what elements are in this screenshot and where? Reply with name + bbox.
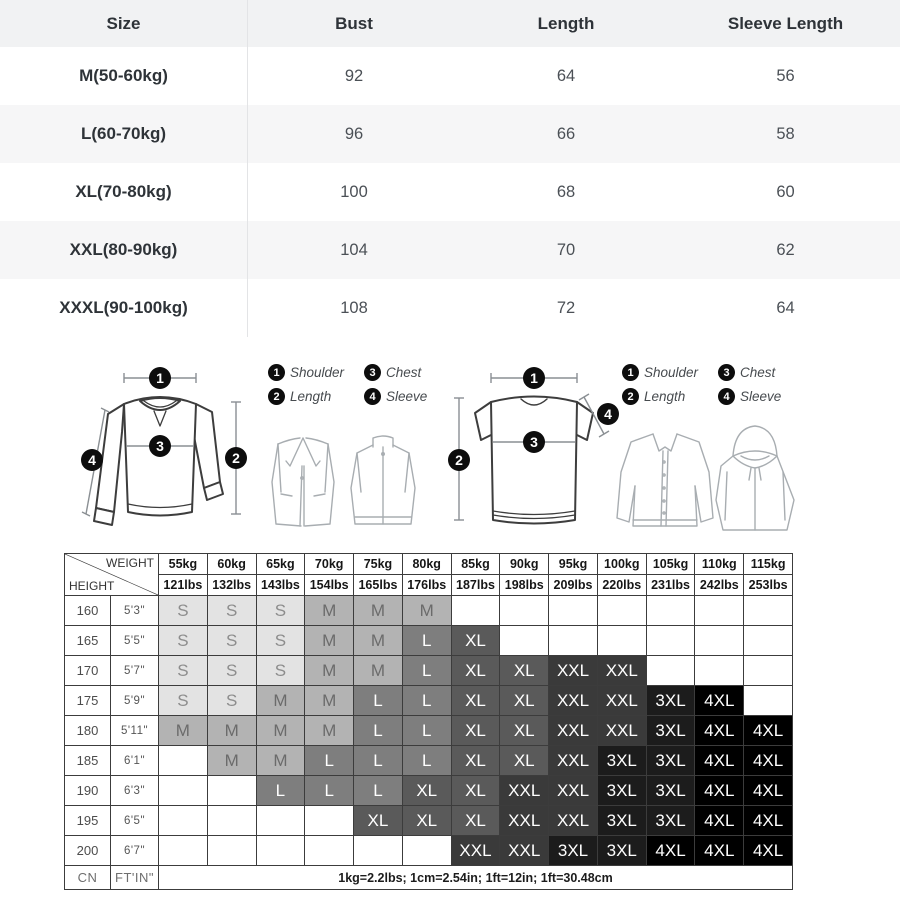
matrix-empty-cell (646, 656, 695, 686)
matrix-row (65, 776, 793, 806)
legend-item-shoulder (268, 364, 364, 381)
size-row-value: 64 (556, 66, 576, 85)
matrix-size-cell: L (305, 746, 354, 776)
height-axis-label: HEIGHT (69, 579, 115, 593)
matrix-empty-cell (646, 626, 695, 656)
matrix-size-cell: XXL (549, 806, 598, 836)
matrix-size-cell: L (354, 716, 403, 746)
col-header-sleeve: Sleeve Length (727, 13, 844, 33)
matrix-size-cell: S (159, 626, 208, 656)
matrix-size-cell: XL (451, 686, 500, 716)
matrix-empty-cell (744, 686, 793, 716)
circled-2-icon: 2 (268, 388, 285, 405)
circled-4-icon: 4 (364, 388, 381, 405)
matrix-size-cell: M (256, 716, 305, 746)
matrix-size-cell: XL (451, 776, 500, 806)
matrix-row (65, 746, 793, 776)
height-cm-cell: 165 (65, 626, 111, 656)
matrix-size-cell: S (256, 656, 305, 686)
matrix-empty-cell (207, 836, 256, 866)
matrix-size-cell: XL (451, 656, 500, 686)
matrix-size-cell: L (354, 776, 403, 806)
size-row-value: 56 (776, 66, 795, 85)
weight-kg-header: 100kg (597, 554, 646, 575)
matrix-empty-cell (159, 746, 208, 776)
matrix-size-cell: 3XL (549, 836, 598, 866)
height-cm-cell: 170 (65, 656, 111, 686)
weight-kg-header: 90kg (500, 554, 549, 575)
matrix-size-cell: XXL (500, 776, 549, 806)
weight-lbs-header: 165lbs (354, 575, 403, 596)
matrix-size-cell: XXL (549, 716, 598, 746)
matrix-size-cell: L (256, 776, 305, 806)
matrix-size-cell: XXL (597, 716, 646, 746)
marker-length: 2 (232, 450, 240, 466)
matrix-size-cell: M (256, 686, 305, 716)
legend-item-sleeve (718, 388, 798, 405)
matrix-size-cell: 4XL (695, 746, 744, 776)
circled-1-icon: 1 (622, 364, 639, 381)
weight-lbs-header: 143lbs (256, 575, 305, 596)
size-row-label: M(50-60kg) (0, 47, 248, 105)
matrix-empty-cell (744, 626, 793, 656)
weight-lbs-header: 154lbs (305, 575, 354, 596)
matrix-size-cell: 3XL (597, 806, 646, 836)
zip-jacket-sketch (344, 430, 422, 532)
height-weight-matrix (64, 553, 793, 890)
size-row-value: 58 (776, 124, 795, 143)
matrix-empty-cell (500, 596, 549, 626)
weight-lbs-header: 187lbs (451, 575, 500, 596)
matrix-size-cell: 3XL (597, 776, 646, 806)
height-cm-cell: 195 (65, 806, 111, 836)
matrix-size-cell: 3XL (646, 686, 695, 716)
col-header-bust: Bust (335, 13, 373, 33)
matrix-size-cell: M (354, 656, 403, 686)
matrix-size-cell: S (159, 656, 208, 686)
matrix-empty-cell (695, 656, 744, 686)
matrix-size-cell: M (207, 716, 256, 746)
weight-kg-header: 85kg (451, 554, 500, 575)
matrix-empty-cell (646, 596, 695, 626)
matrix-size-cell: XXL (597, 656, 646, 686)
height-ftin-cell: 5'11" (111, 716, 159, 746)
matrix-size-cell: M (305, 716, 354, 746)
marker-sleeve: 4 (604, 406, 612, 422)
matrix-size-cell: 4XL (695, 836, 744, 866)
matrix-size-cell: S (207, 596, 256, 626)
matrix-size-cell: XXL (549, 656, 598, 686)
matrix-size-cell: M (305, 626, 354, 656)
size-table-row (0, 105, 900, 163)
matrix-size-cell: S (159, 686, 208, 716)
matrix-size-cell: L (354, 686, 403, 716)
weight-kg-header: 55kg (159, 554, 208, 575)
legend-label-chest: Chest (740, 365, 776, 380)
matrix-empty-cell (305, 806, 354, 836)
matrix-size-cell: S (159, 596, 208, 626)
size-row-value: 96 (344, 124, 364, 143)
matrix-size-cell: 4XL (695, 806, 744, 836)
height-cm-cell: 200 (65, 836, 111, 866)
weight-kg-header: 115kg (744, 554, 793, 575)
button-shirt-sketch (612, 424, 718, 540)
matrix-size-cell: XL (500, 746, 549, 776)
weight-lbs-header: 242lbs (695, 575, 744, 596)
matrix-size-cell: XXL (549, 746, 598, 776)
matrix-empty-cell (451, 596, 500, 626)
matrix-size-cell: 3XL (646, 806, 695, 836)
weight-kg-header: 105kg (646, 554, 695, 575)
height-ftin-cell: 5'3" (111, 596, 159, 626)
weight-lbs-header: 176lbs (402, 575, 451, 596)
sweatshirt-diagram (58, 362, 258, 544)
matrix-empty-cell (256, 806, 305, 836)
height-cm-cell: 190 (65, 776, 111, 806)
size-table-row (0, 47, 900, 105)
matrix-size-cell: 3XL (646, 776, 695, 806)
matrix-footer-row (65, 866, 793, 890)
matrix-empty-cell (549, 626, 598, 656)
cm-unit-label: CN (65, 866, 111, 890)
matrix-size-cell: S (256, 626, 305, 656)
size-row-value: 62 (776, 240, 795, 259)
size-row-value: 72 (556, 298, 576, 317)
size-row-label: XL(70-80kg) (0, 163, 248, 221)
matrix-empty-cell (159, 776, 208, 806)
measure-legend-left (268, 364, 444, 405)
size-row-value: 92 (344, 66, 364, 85)
marker-length: 2 (455, 452, 463, 468)
matrix-row (65, 836, 793, 866)
size-row-value: 68 (556, 182, 576, 201)
height-ftin-cell: 6'1" (111, 746, 159, 776)
height-ftin-cell: 6'3" (111, 776, 159, 806)
matrix-size-cell: XXL (500, 836, 549, 866)
matrix-size-cell: L (402, 746, 451, 776)
matrix-size-cell: 3XL (597, 836, 646, 866)
matrix-size-cell: M (402, 596, 451, 626)
size-table-row (0, 163, 900, 221)
measure-legend-right (622, 364, 798, 405)
matrix-empty-cell (597, 596, 646, 626)
matrix-empty-cell (500, 626, 549, 656)
matrix-empty-cell (402, 836, 451, 866)
matrix-empty-cell (549, 596, 598, 626)
weight-kg-header: 70kg (305, 554, 354, 575)
corner-cell (65, 554, 159, 596)
marker-sleeve: 4 (88, 452, 96, 468)
matrix-size-cell: XXL (597, 686, 646, 716)
matrix-row (65, 806, 793, 836)
weight-lbs-header: 231lbs (646, 575, 695, 596)
matrix-size-cell: XL (500, 686, 549, 716)
height-cm-cell: 160 (65, 596, 111, 626)
size-row-value: 60 (776, 182, 795, 201)
legend-label-shoulder: Shoulder (290, 365, 345, 380)
size-row-value: 104 (340, 240, 368, 259)
height-cm-cell: 185 (65, 746, 111, 776)
weight-kg-header: 65kg (256, 554, 305, 575)
matrix-size-cell: XL (451, 626, 500, 656)
matrix-size-cell: 4XL (744, 776, 793, 806)
height-ftin-cell: 6'5" (111, 806, 159, 836)
matrix-size-cell: M (354, 626, 403, 656)
circled-4-icon: 4 (718, 388, 735, 405)
weight-kg-header: 60kg (207, 554, 256, 575)
matrix-empty-cell (305, 836, 354, 866)
matrix-size-cell: L (402, 626, 451, 656)
matrix-size-cell: XL (500, 656, 549, 686)
matrix-size-cell: XL (451, 716, 500, 746)
weight-kg-header: 95kg (549, 554, 598, 575)
size-table-row (0, 221, 900, 279)
matrix-empty-cell (159, 806, 208, 836)
matrix-size-cell: M (305, 686, 354, 716)
size-row-value: 70 (556, 240, 576, 259)
matrix-size-cell: XL (500, 716, 549, 746)
size-row-label: L(60-70kg) (0, 105, 248, 163)
matrix-row (65, 656, 793, 686)
legend-item-sleeve (364, 388, 444, 405)
matrix-size-cell: XXL (549, 776, 598, 806)
legend-item-shoulder (622, 364, 718, 381)
size-table-rows (0, 47, 900, 337)
legend-item-length (622, 388, 718, 405)
matrix-size-cell: S (256, 596, 305, 626)
matrix-empty-cell (695, 596, 744, 626)
matrix-size-cell: 3XL (646, 746, 695, 776)
matrix-size-cell: XL (354, 806, 403, 836)
size-row-value: 64 (776, 298, 795, 317)
size-table-row (0, 279, 900, 337)
matrix-empty-cell (695, 626, 744, 656)
circled-3-icon: 3 (718, 364, 735, 381)
matrix-size-cell: M (354, 596, 403, 626)
matrix-size-cell: M (305, 596, 354, 626)
matrix-row (65, 626, 793, 656)
circled-2-icon: 2 (622, 388, 639, 405)
matrix-size-cell: M (159, 716, 208, 746)
marker-shoulder: 1 (156, 370, 164, 386)
matrix-size-cell: XL (402, 806, 451, 836)
matrix-size-cell: S (207, 686, 256, 716)
matrix-size-cell: L (354, 746, 403, 776)
weight-lbs-header: 121lbs (159, 575, 208, 596)
matrix-size-cell: XL (451, 806, 500, 836)
size-row-value: 66 (556, 124, 576, 143)
measurement-diagrams (0, 352, 900, 550)
weight-kg-header: 80kg (402, 554, 451, 575)
matrix-size-cell: M (305, 656, 354, 686)
circled-1-icon: 1 (268, 364, 285, 381)
hoodie-sketch (710, 420, 800, 540)
matrix-size-cell: 4XL (695, 776, 744, 806)
matrix-size-cell: XXL (451, 836, 500, 866)
matrix-size-cell: XL (402, 776, 451, 806)
matrix-size-cell: 3XL (646, 716, 695, 746)
legend-label-length: Length (290, 389, 332, 404)
matrix-empty-cell (354, 836, 403, 866)
matrix-size-cell: 4XL (695, 686, 744, 716)
matrix-empty-cell (256, 836, 305, 866)
size-row-label: XXL(80-90kg) (0, 221, 248, 279)
ftin-unit-label: FT'IN" (111, 866, 159, 890)
weight-lbs-header: 220lbs (597, 575, 646, 596)
weight-lbs-header: 132lbs (207, 575, 256, 596)
legend-item-chest (364, 364, 444, 381)
blazer-sketch (266, 430, 340, 532)
size-table (0, 0, 900, 337)
matrix-row (65, 596, 793, 626)
matrix-size-cell: L (402, 686, 451, 716)
matrix-size-cell: 4XL (744, 716, 793, 746)
weight-lbs-header: 198lbs (500, 575, 549, 596)
matrix-empty-cell (744, 656, 793, 686)
legend-item-chest (718, 364, 798, 381)
matrix-size-cell: XXL (549, 686, 598, 716)
legend-label-sleeve: Sleeve (740, 389, 782, 404)
matrix-empty-cell (159, 836, 208, 866)
legend-label-sleeve: Sleeve (386, 389, 428, 404)
weight-lbs-header: 209lbs (549, 575, 598, 596)
matrix-size-cell: 4XL (744, 746, 793, 776)
matrix-size-cell: S (207, 656, 256, 686)
matrix-size-cell: M (256, 746, 305, 776)
matrix-size-cell: 4XL (744, 836, 793, 866)
matrix-size-cell: L (305, 776, 354, 806)
matrix-size-cell: 4XL (744, 806, 793, 836)
weight-kg-header: 75kg (354, 554, 403, 575)
weight-kg-header: 110kg (695, 554, 744, 575)
legend-label-shoulder: Shoulder (644, 365, 699, 380)
col-header-size: Size (0, 0, 248, 47)
marker-shoulder: 1 (530, 370, 538, 386)
height-ftin-cell: 5'7" (111, 656, 159, 686)
marker-chest: 3 (156, 438, 164, 454)
matrix-kg-row (65, 554, 793, 575)
col-header-length: Length (537, 13, 595, 33)
legend-item-length (268, 388, 364, 405)
circled-3-icon: 3 (364, 364, 381, 381)
weight-axis-label: WEIGHT (106, 556, 154, 570)
matrix-size-cell: XXL (500, 806, 549, 836)
height-ftin-cell: 5'9" (111, 686, 159, 716)
legend-label-length: Length (644, 389, 686, 404)
matrix-row (65, 686, 793, 716)
matrix-empty-cell (744, 596, 793, 626)
size-row-value: 108 (340, 298, 368, 317)
height-cm-cell: 175 (65, 686, 111, 716)
marker-chest: 3 (530, 434, 538, 450)
matrix-empty-cell (207, 806, 256, 836)
size-row-label: XXXL(90-100kg) (0, 279, 248, 337)
weight-lbs-header: 253lbs (744, 575, 793, 596)
matrix-rows (65, 596, 793, 866)
matrix-size-cell: M (207, 746, 256, 776)
size-row-value: 100 (340, 182, 368, 201)
matrix-size-cell: XL (451, 746, 500, 776)
matrix-size-cell: S (207, 626, 256, 656)
legend-label-chest: Chest (386, 365, 422, 380)
matrix-row (65, 716, 793, 746)
conversion-note: 1kg=2.2lbs; 1cm=2.54in; 1ft=12in; 1ft=30.48cm (159, 866, 793, 890)
height-ftin-cell: 6'7" (111, 836, 159, 866)
height-ftin-cell: 5'5" (111, 626, 159, 656)
matrix-size-cell: 4XL (695, 716, 744, 746)
matrix-size-cell: 3XL (597, 746, 646, 776)
matrix-lbs-row (65, 575, 793, 596)
matrix-size-cell: 4XL (646, 836, 695, 866)
size-table-header (0, 0, 900, 47)
matrix-empty-cell (597, 626, 646, 656)
height-cm-cell: 180 (65, 716, 111, 746)
matrix-size-cell: L (402, 716, 451, 746)
matrix-empty-cell (207, 776, 256, 806)
matrix-size-cell: L (402, 656, 451, 686)
